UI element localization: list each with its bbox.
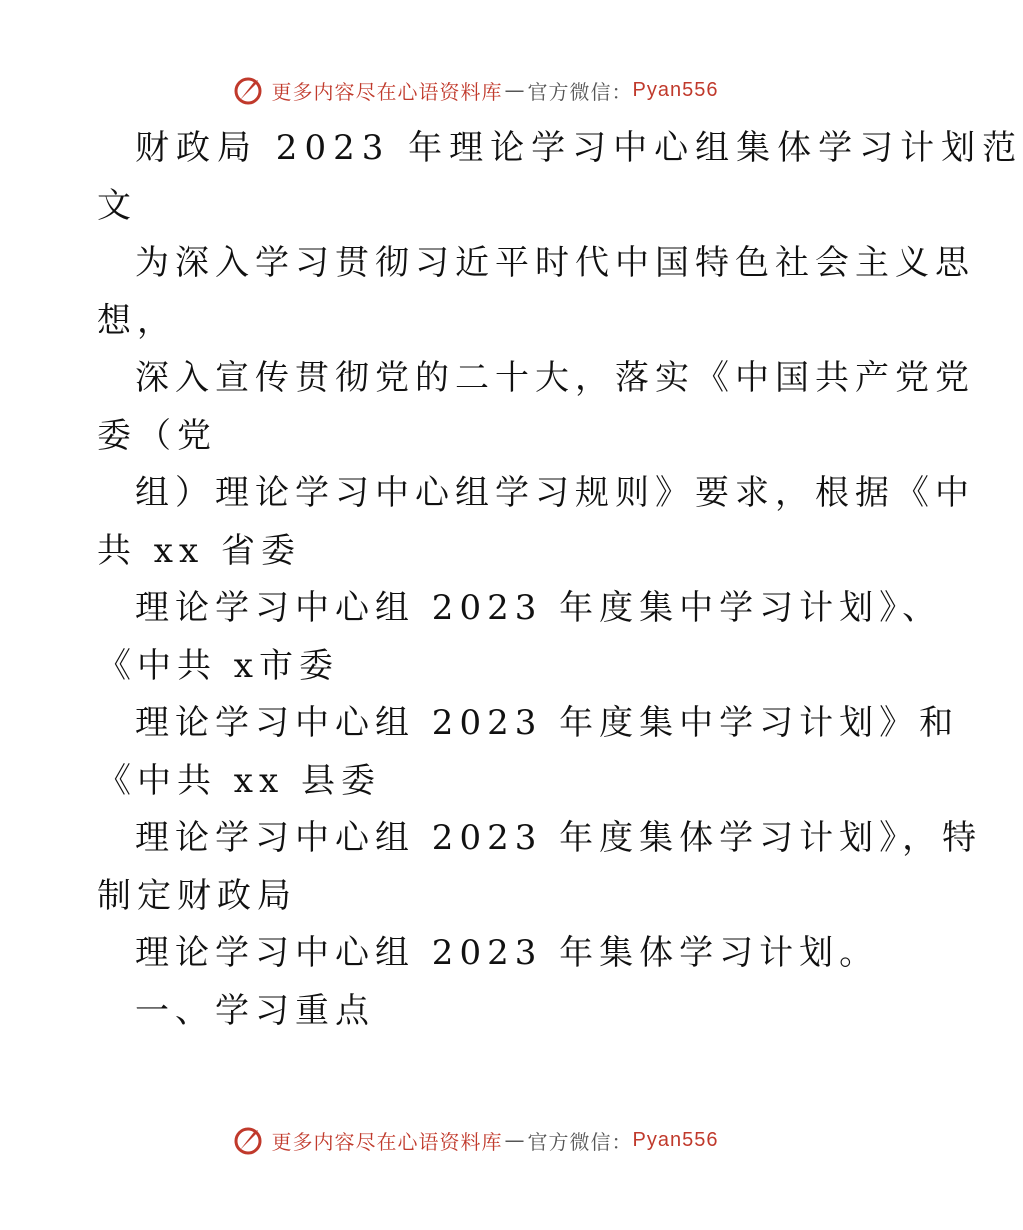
watermark-wechat-label: 官方微信： <box>527 1129 633 1154</box>
document-line: 委（党 <box>97 415 217 456</box>
quill-logo-icon <box>232 74 264 106</box>
watermark-site: 更多内容尽在心语资料库 <box>271 1129 503 1154</box>
document-body <box>97 120 1023 1040</box>
document-line: 理论学习中心组 2023 年集体学习计划。 <box>135 933 880 973</box>
document-line: 制定财政局 <box>97 875 297 916</box>
watermark-wechat-id: Pyan556 <box>632 78 719 101</box>
document-line: 想， <box>97 300 177 341</box>
document-line: 共 xx 省委 <box>97 530 301 571</box>
document-line: 《中共 x市委 <box>97 645 339 686</box>
watermark-footer <box>0 1120 950 1160</box>
document-line: 深入宣传贯彻党的二十大，落实《中国共产党党 <box>135 358 975 398</box>
watermark-header <box>0 70 950 110</box>
document-line: 文 <box>97 185 137 226</box>
watermark-site: 更多内容尽在心语资料库 <box>271 79 503 104</box>
document-line: 理论学习中心组 2023 年度集中学习计划》和 <box>135 703 960 743</box>
document-line: 理论学习中心组 2023 年度集体学习计划》，特 <box>135 818 983 858</box>
quill-logo-icon <box>232 1124 264 1156</box>
watermark-separator: — <box>504 1128 526 1152</box>
watermark-wechat-label: 官方微信： <box>527 79 633 104</box>
watermark-wechat-id: Pyan556 <box>632 1128 719 1151</box>
watermark-text <box>272 1126 719 1155</box>
document-line: 组）理论学习中心组学习规则》要求，根据《中 <box>135 473 975 513</box>
document-line: 一、学习重点 <box>135 990 375 1031</box>
watermark-separator: — <box>504 78 526 102</box>
document-line: 理论学习中心组 2023 年度集中学习计划》、 <box>135 588 943 628</box>
document-title-line: 财政局 2023 年理论学习中心组集体学习计划范 <box>135 128 1023 168</box>
document-line: 《中共 xx 县委 <box>97 760 381 801</box>
watermark-text <box>272 76 719 105</box>
document-line: 为深入学习贯彻习近平时代中国特色社会主义思 <box>135 243 975 283</box>
